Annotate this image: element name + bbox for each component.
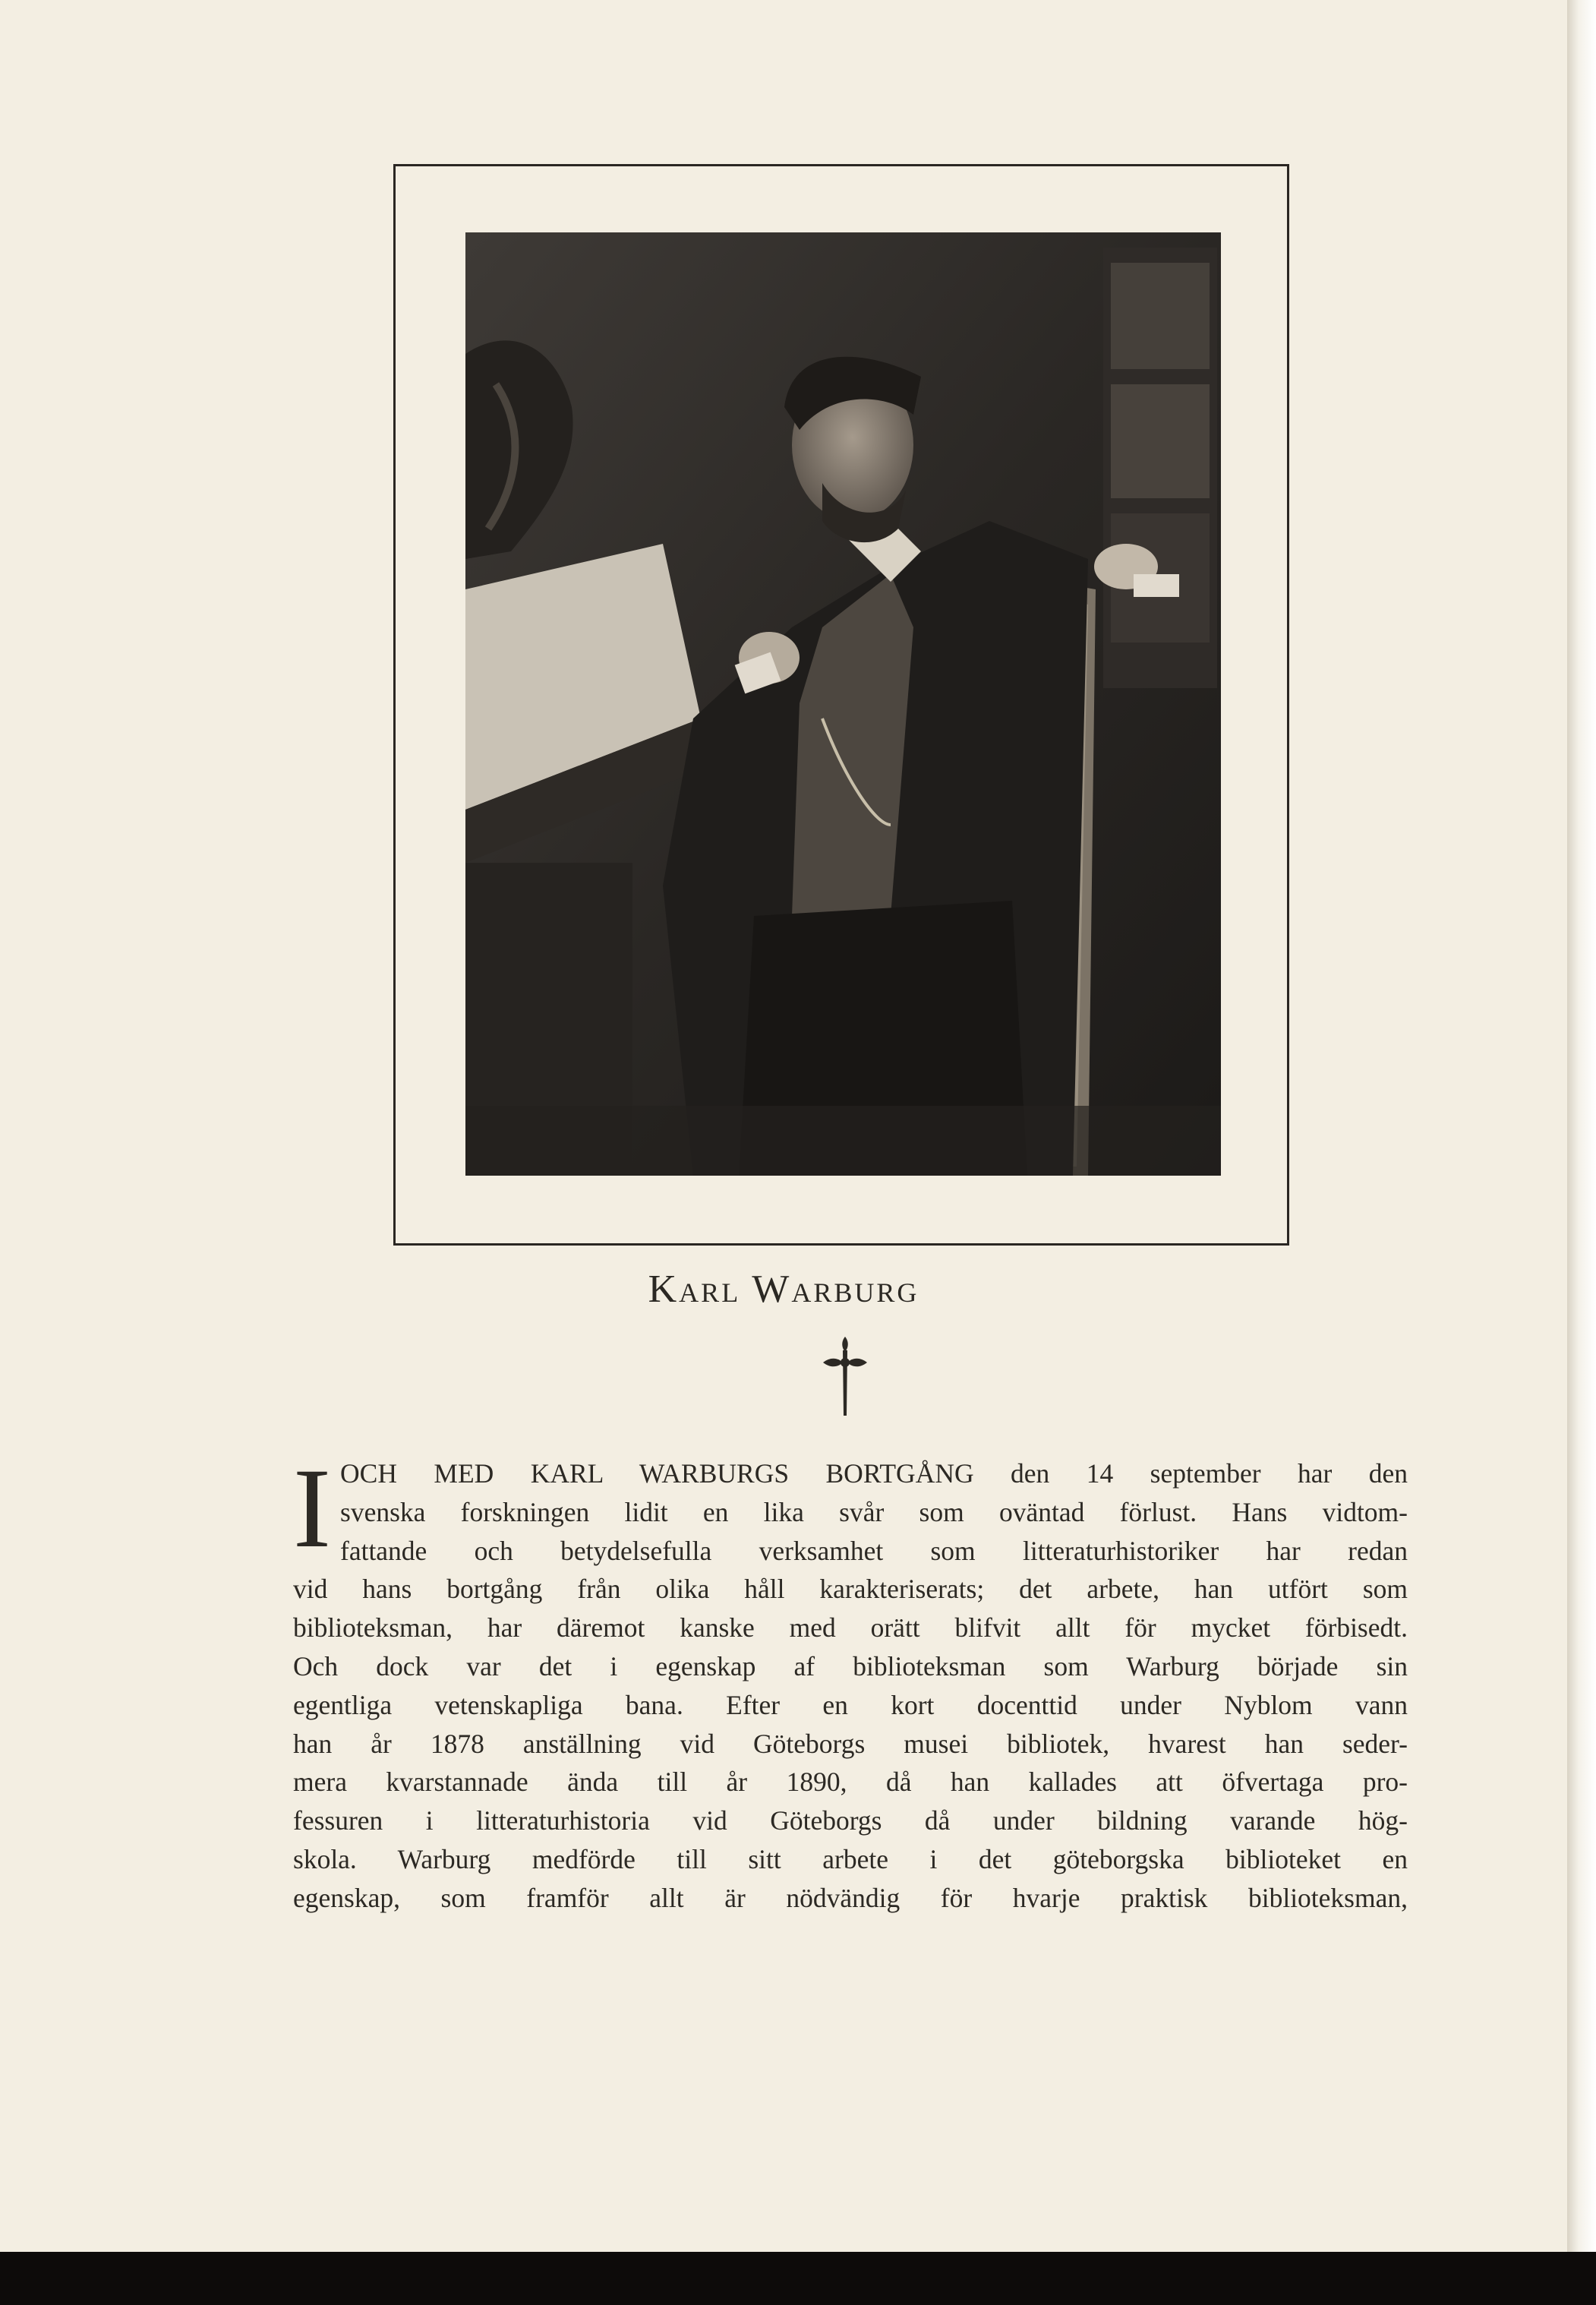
text-line: han år 1878 anställning vid Göteborgs musei bibliotek, hvarest han seder-	[293, 1728, 1408, 1759]
text-line: vid hans bortgång från olika håll karakteriserats; det arbete, han utfört som	[293, 1574, 1408, 1605]
text-line: fattande och betydelsefulla verksamhet som litteraturhistoriker har redan	[340, 1535, 1408, 1566]
text-line: egenskap, som framför allt är nödvändig för hvarje praktisk biblioteksman,	[293, 1882, 1408, 1913]
article-body	[293, 1445, 1408, 1918]
text-line: OCH MED KARL WARBURGS BORTGÅNG den 14 september har den	[340, 1458, 1408, 1489]
text-line: mera kvarstannade ända till år 1890, då han kallades att öfvertaga pro-	[293, 1767, 1408, 1798]
drop-cap: I	[293, 1445, 331, 1571]
text-line: skola. Warburg medförde till sitt arbete i det göteborgska biblioteket en	[293, 1843, 1408, 1874]
text-line: egentliga vetenskapliga bana. Efter en kort docenttid under Nyblom vann	[293, 1689, 1408, 1720]
cross-icon	[823, 1337, 867, 1416]
text-line: svenska forskningen lidit en lika svår som oväntad förlust. Hans vidtom-	[340, 1496, 1408, 1527]
text-line: biblioteksman, har däremot kanske med orätt blifvit allt för mycket förbisedt.	[293, 1612, 1408, 1643]
page-edge	[1567, 0, 1596, 2252]
scan-background	[0, 2252, 1596, 2305]
portrait-image	[465, 232, 1221, 1176]
text-line: fessuren i litteraturhistoria vid Göteborgs då under bildning varande hög-	[293, 1805, 1408, 1836]
text-line: Och dock var det i egenskap af biblioteksman som Warburg började sin	[293, 1650, 1408, 1681]
portrait-caption: Karl Warburg	[648, 1268, 919, 1311]
